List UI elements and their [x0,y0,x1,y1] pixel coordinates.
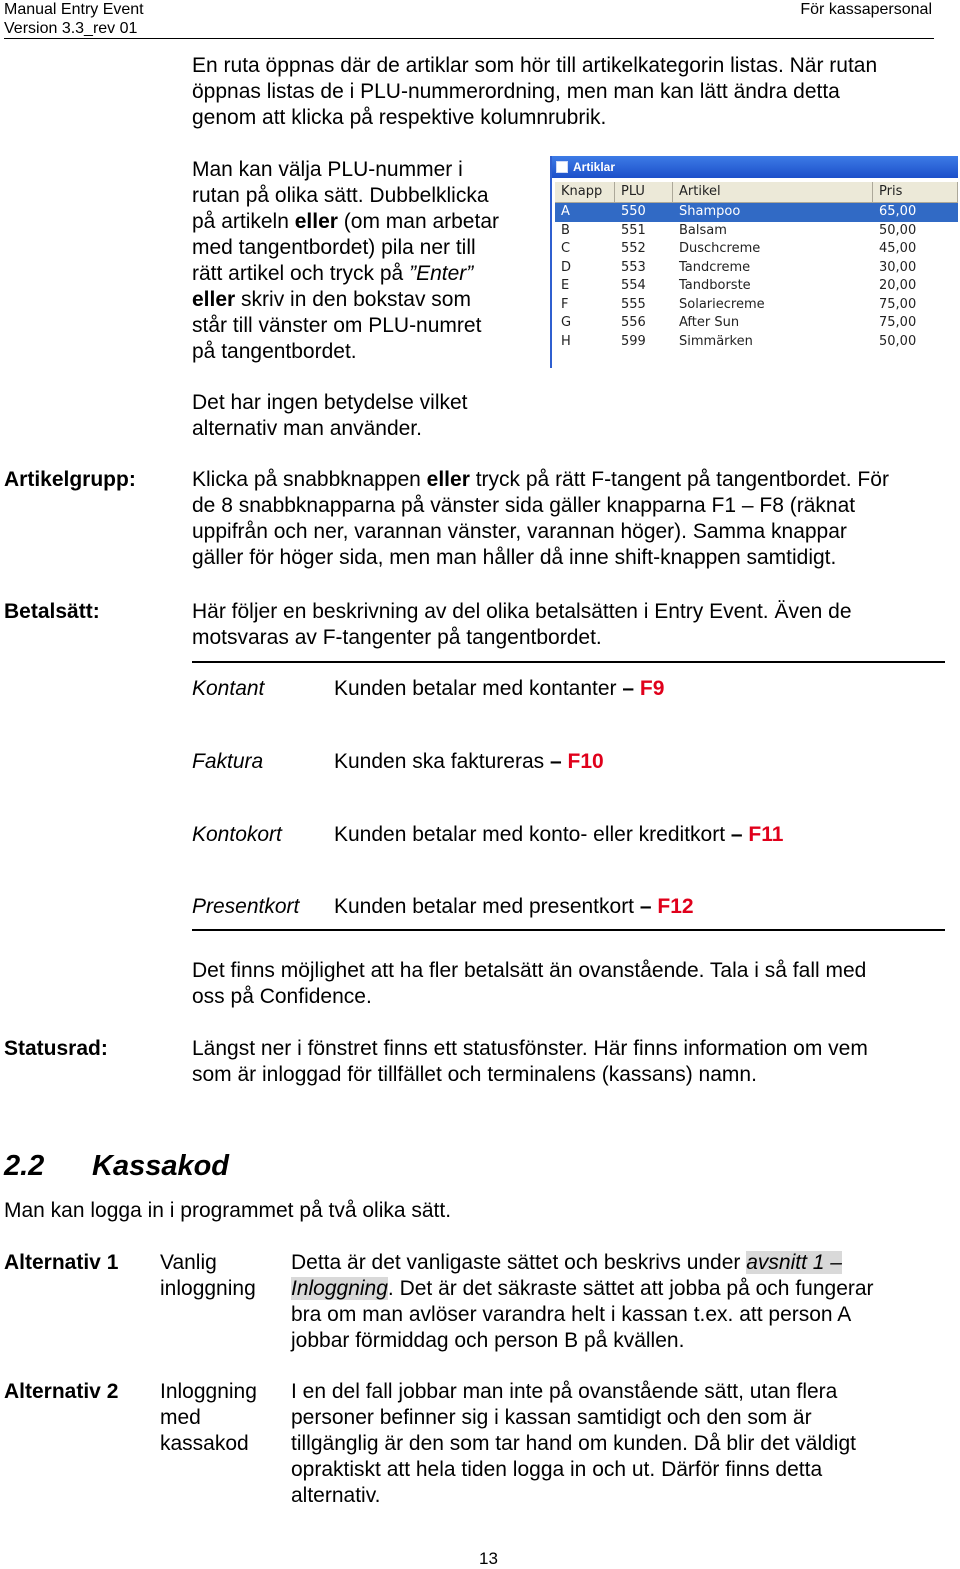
list-item[interactable]: D 553 Tandcreme 30,00 [561,259,917,275]
header-left [4,0,144,38]
page-number: 13 [479,1549,498,1568]
betalsatt-label: Betalsätt: [4,600,100,623]
alt1-label: Alternativ 1 [4,1251,119,1274]
crossref-link-cont[interactable]: Inloggning [291,1277,388,1300]
list-item[interactable]: E 554 Tandborste 20,00 [561,278,917,293]
list-item[interactable]: C 552 Duschcreme 45,00 [561,241,917,256]
column-header-pris[interactable]: Pris [873,182,958,202]
artiklar-window-titlebar [552,156,958,178]
list-item[interactable]: H 599 Simmärken 50,00 [561,333,917,349]
key-f9: F9 [639,677,665,700]
statusrad-text: Längst ner i fönstret finns ett statusfönster. Här finns information om vem som är inloggad för tillfället och terminalens (kassans) namn. [192,1037,868,1086]
section-title: Kassakod [92,1150,230,1182]
statusrad-label: Statusrad: [4,1037,108,1060]
list-item[interactable]: A 550 Shampoo 65,00 [555,203,958,222]
alt2-text: I en del fall jobbar man inte på ovanstående sätt, utan flera personer befinner sig i kassan samtidigt och den som är tillgänglig är den som tar hand om kunden. Då blir det väldigt opraktiskt att hela tiden logga in och ut. Därför finns detta alternativ. [291,1380,856,1507]
betalsatt-text: Här följer en beskrivning av del olika betalsätten i Entry Event. Även de motsvaras av F-tangenter på tangentbordet. [192,600,852,649]
choose-paragraph: Man kan välja PLU-nummer i rutan på olika sätt. Dubbelklicka på artikeln eller (om man arbetar med tangentbordet) pila ner till rätt artikel och tryck på ”Enter” eller skriv in den bokstav som står till vänster om PLU-numret på tangentbordet. [192,158,499,363]
artiklar-window-title: Artiklar [573,160,616,174]
artiklar-list [555,182,958,368]
payment-table-top-rule [192,661,945,663]
more-methods-note: Det finns möjlighet att ha fler betalsätt än ovanstående. Tala i så fall med oss på Confidence. [192,959,867,1008]
section-intro: Man kan logga in i programmet på två olika sätt. [4,1199,452,1222]
key-f10: F10 [567,750,604,773]
column-header-knapp[interactable]: Knapp [555,182,615,202]
doc-title: Manual Entry Event [4,1,144,18]
alt2-label: Alternativ 2 [4,1380,119,1403]
intro-paragraph: En ruta öppnas där de artiklar som hör till artikelkategorin listas. När rutan öppnas listas de i PLU-nummerordning, men man kan lätt ändra detta genom att klicka på respektive kolumnrubrik. [192,54,878,129]
payment-name-presentkort: Presentkort [192,895,300,918]
alt2-type: Inloggning med kassakod [160,1380,257,1455]
alternative-note: Det har ingen betydelse vilket alternativ man använder. [192,391,468,440]
artikelgrupp-label: Artikelgrupp: [4,468,136,491]
column-header-artikel[interactable]: Artikel [673,182,873,202]
payment-name-kontant: Kontant [192,677,265,700]
payment-name-kontokort: Kontokort [192,823,282,846]
column-header-plu[interactable]: PLU [615,182,673,202]
payment-desc-kontant: Kunden betalar med kontanter – F9 [334,677,665,700]
key-f11: F11 [748,823,784,846]
header-rule [4,38,934,39]
payment-desc-faktura: Kunden ska faktureras – F10 [334,750,604,773]
crossref-link[interactable]: avsnitt 1 – [746,1251,842,1274]
payment-desc-presentkort: Kunden betalar med presentkort – F12 [334,895,694,918]
list-item[interactable]: F 555 Solariecreme 75,00 [561,296,917,312]
list-item[interactable]: G 556 After Sun 75,00 [561,315,917,330]
alt1-type: Vanlig inloggning [160,1251,256,1300]
section-number: 2.2 [4,1150,45,1182]
artikelgrupp-text: Klicka på snabbknappen eller tryck på rätt F-tangent på tangentbordet. För de 8 snabbknapparna på vänster sida gäller knapparna F1 – F8 (räknat uppifrån och ner, varannan vänster, varannan höger). Samma knappar gäller för höger sida, men man håller då inne shift-knappen samtidigt. [192,468,889,569]
payment-table-bottom-rule [192,929,945,931]
header-audience: För kassapersonal [800,1,932,18]
artiklar-window [550,156,958,368]
artiklar-list-header [555,182,958,203]
list-item[interactable]: B 551 Balsam 50,00 [561,222,917,238]
doc-version: Version 3.3_rev 01 [4,20,138,37]
alt1-text: Detta är det vanligaste sättet och beskrivs under avsnitt 1 – Inloggning. Det är det säkraste sättet att jobba på och fungerar bra om man avlöser varandra helt i kassan t.ex. att person A jobbar förmiddag och person B på kvällen. [291,1251,874,1352]
payment-name-faktura: Faktura [192,750,264,773]
payment-desc-kontokort: Kunden betalar med konto- eller kreditkort – F11 [334,823,784,846]
window-icon [556,161,568,173]
key-f12: F12 [657,895,694,918]
